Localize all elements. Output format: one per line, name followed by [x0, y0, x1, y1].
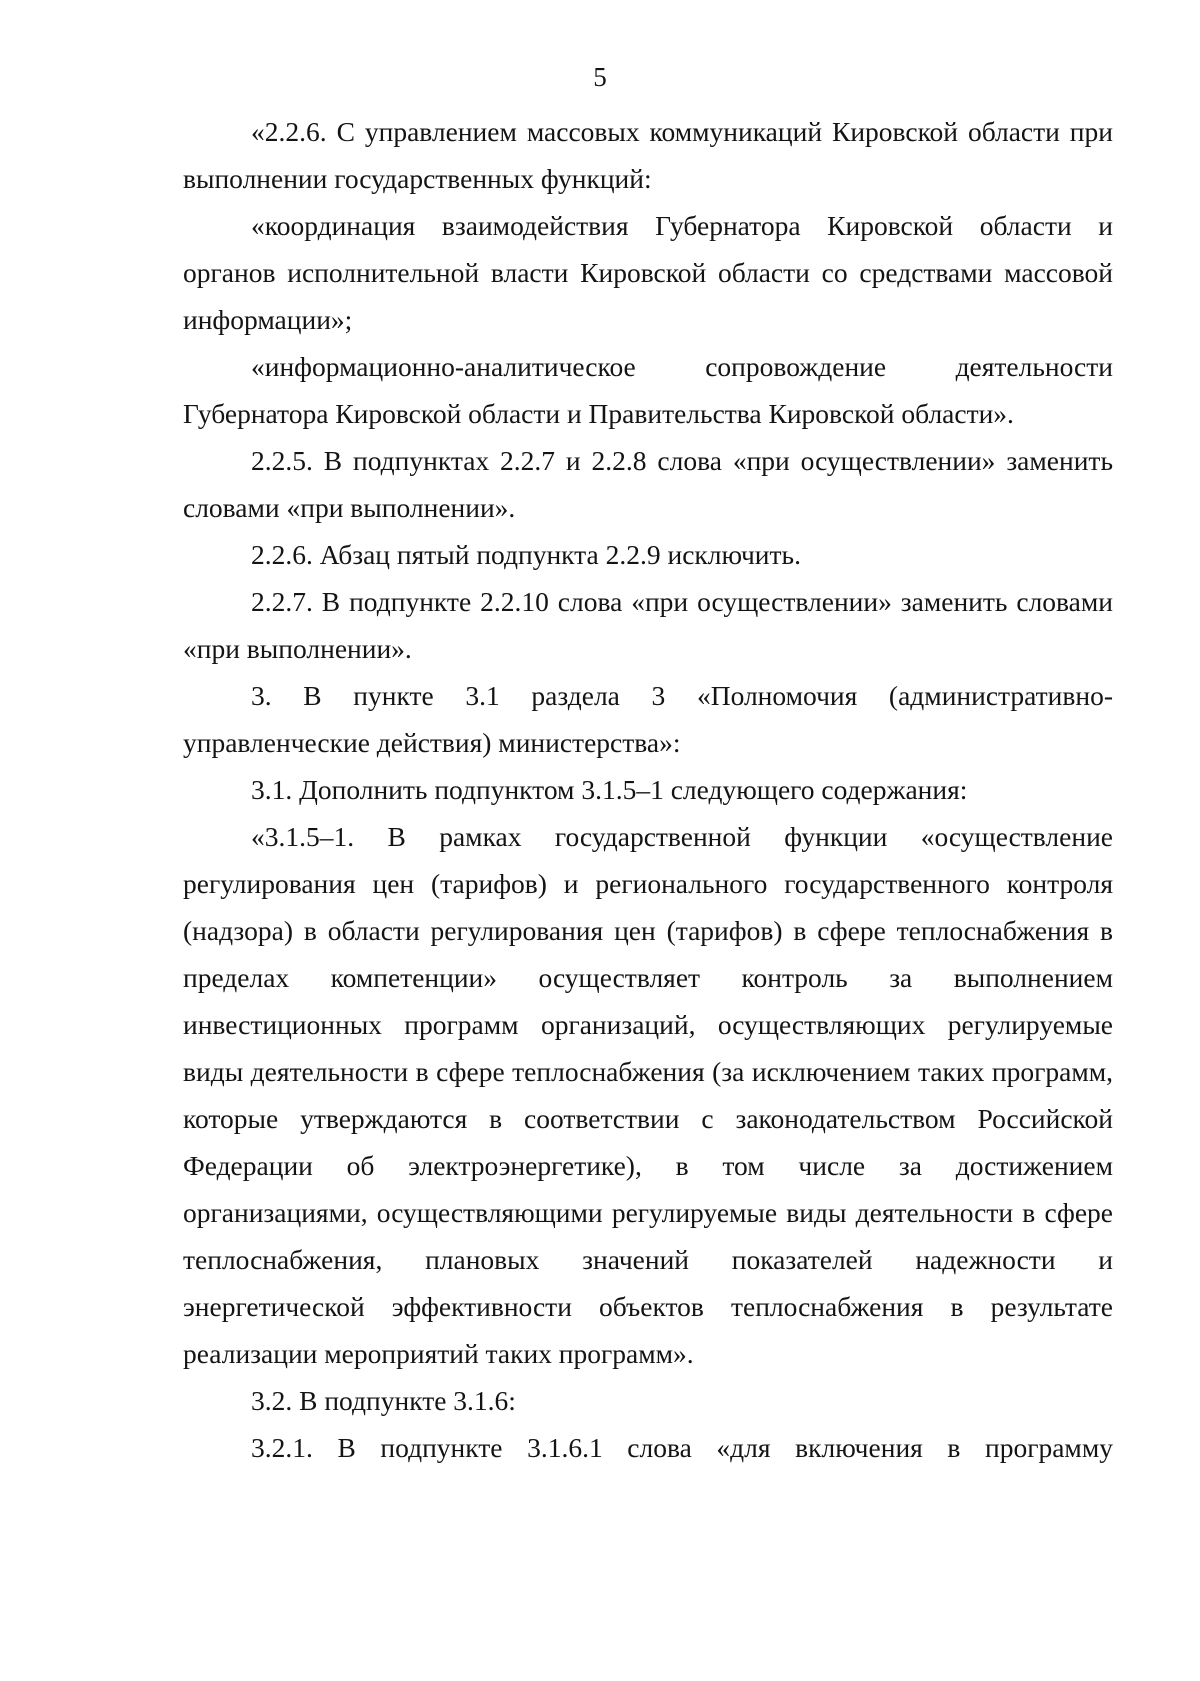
paragraph-3: 3. В пункте 3.1 раздела 3 «Полномочия (административно-управленческие действия) министерства»:: [183, 680, 1113, 758]
paragraph-3-1-5-1: «3.1.5–1. В рамках государственной функции «осуществление регулирования цен (тарифов) и регионального государственного контроля (надзора) в области регулирования цен (тарифов) в сфере теплоснабжения в пределах компетенции» осуществляет контроль за выполнением инвестиционных программ организаций, осуществляющих регулируемые виды деятельности в сфере теплоснабжения (за исключением таких программ, которые утверждаются в соответствии с законодательством Российской Федерации об электроэнергетике), в том числе за достижением организациями, осуществляющими регулируемые виды деятельности в сфере теплоснабжения, плановых значений показателей надежности и энергетической эффективности объектов теплоснабжения в результате реализации мероприятий таких программ».: [183, 821, 1113, 1369]
paragraph-3-1: 3.1. Дополнить подпунктом 3.1.5–1 следующего содержания:: [251, 774, 968, 805]
paragraph-2-2-5: 2.2.5. В подпунктах 2.2.7 и 2.2.8 слова «при осуществлении» заменить словами «при выполнении».: [183, 445, 1113, 523]
paragraph-2-2-6-exclude: 2.2.6. Абзац пятый подпункта 2.2.9 исключить.: [251, 539, 801, 570]
paragraph-information-support: «информационно-аналитическое сопровождение деятельности Губернатора Кировской области и Правительства Кировской области».: [183, 351, 1113, 429]
paragraph-3-2: 3.2. В подпункте 3.1.6:: [251, 1385, 516, 1416]
paragraph-coordination: «координация взаимодействия Губернатора Кировской области и органов исполнительной власти Кировской области со средствами массовой информации»;: [183, 210, 1113, 335]
paragraph-2-2-6-media: «2.2.6. С управлением массовых коммуникаций Кировской области при выполнении государственных функций:: [183, 116, 1113, 194]
paragraph-3-2-1: 3.2.1. В подпункте 3.1.6.1 слова «для включения в программу: [251, 1432, 1113, 1463]
paragraph-2-2-7: 2.2.7. В подпункте 2.2.10 слова «при осуществлении» заменить словами «при выполнении».: [183, 586, 1113, 664]
page-number: 5: [593, 62, 607, 92]
document-body: [183, 108, 1113, 1471]
